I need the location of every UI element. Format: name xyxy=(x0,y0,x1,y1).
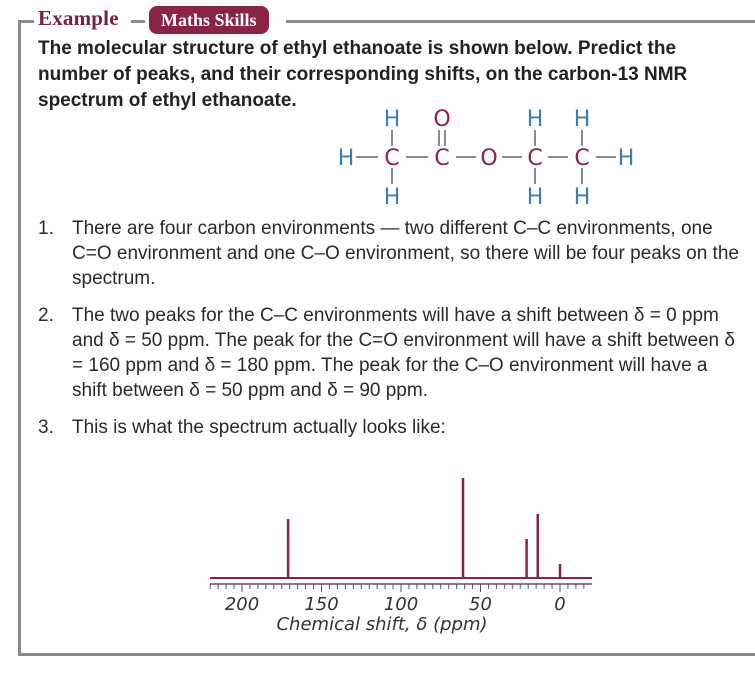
spectrum-peaks xyxy=(288,478,560,578)
x-axis-minor-ticks xyxy=(210,584,584,592)
ethyl-ethanoate-structure xyxy=(334,104,634,210)
maths-skills-badge: Maths Skills xyxy=(149,6,269,34)
tick-label-150: 150 xyxy=(304,594,339,615)
atom-h-c1-bottom: H xyxy=(383,185,401,210)
step-2-number: 2. xyxy=(38,305,54,326)
atom-c1: C xyxy=(384,146,400,171)
atom-h-left: H xyxy=(337,146,355,171)
box-top-rule-left xyxy=(18,20,34,23)
step-1-text: There are four carbon environments — two different C–C environments, one C=O environment and one C–O environment, so there will be four peaks on the spectrum. xyxy=(72,218,739,289)
step-1-number: 1. xyxy=(38,218,54,239)
atom-h-c3-bottom: H xyxy=(526,185,544,210)
step-3-number: 3. xyxy=(38,417,54,438)
tick-label-100: 100 xyxy=(383,594,419,615)
x-axis-tick-labels xyxy=(225,594,566,615)
tick-label-50: 50 xyxy=(469,594,492,615)
atom-h-c4-bottom: H xyxy=(573,185,591,210)
step-3 xyxy=(38,415,746,440)
question-text: The molecular structure of ethyl ethanoate is shown below. Predict the number of peaks, and their corresponding shifts, on the carbon-13 NMR spectrum of ethyl ethanoate. xyxy=(38,38,688,111)
step-2-text: The two peaks for the C–C environments will have a shift between δ = 0 ppm and δ = 50 ppm. The peak for the C=O environment will have a shift between δ = 160 ppm and δ = 180 ppm. The peak for the C–O environment will have a shift between δ = 50 ppm and δ = 90 ppm. xyxy=(72,305,735,401)
x-axis-title: Chemical shift, δ (ppm) xyxy=(276,614,488,635)
nmr-spectrum xyxy=(200,470,600,640)
example-heading: Example xyxy=(38,6,119,30)
step-3-text: This is what the spectrum actually looks like: xyxy=(72,417,446,438)
step-1 xyxy=(38,216,746,291)
atom-c4: C xyxy=(574,146,590,171)
atom-h-right: H xyxy=(617,146,634,171)
box-top-rule-right xyxy=(286,20,755,23)
box-top-rule-mid xyxy=(131,20,145,23)
atom-h-c3-top: H xyxy=(526,107,544,132)
tick-label-200: 200 xyxy=(224,594,260,615)
solution-steps xyxy=(38,216,746,452)
atom-h-c4-top: H xyxy=(573,107,591,132)
atom-c2: C xyxy=(434,146,450,171)
tick-label-0: 0 xyxy=(554,594,566,615)
step-2 xyxy=(38,303,746,403)
atom-o-ester: O xyxy=(480,146,498,171)
atom-o-carbonyl: O xyxy=(433,107,451,132)
atom-c3: C xyxy=(527,146,543,171)
atom-h-c1-top: H xyxy=(383,107,401,132)
